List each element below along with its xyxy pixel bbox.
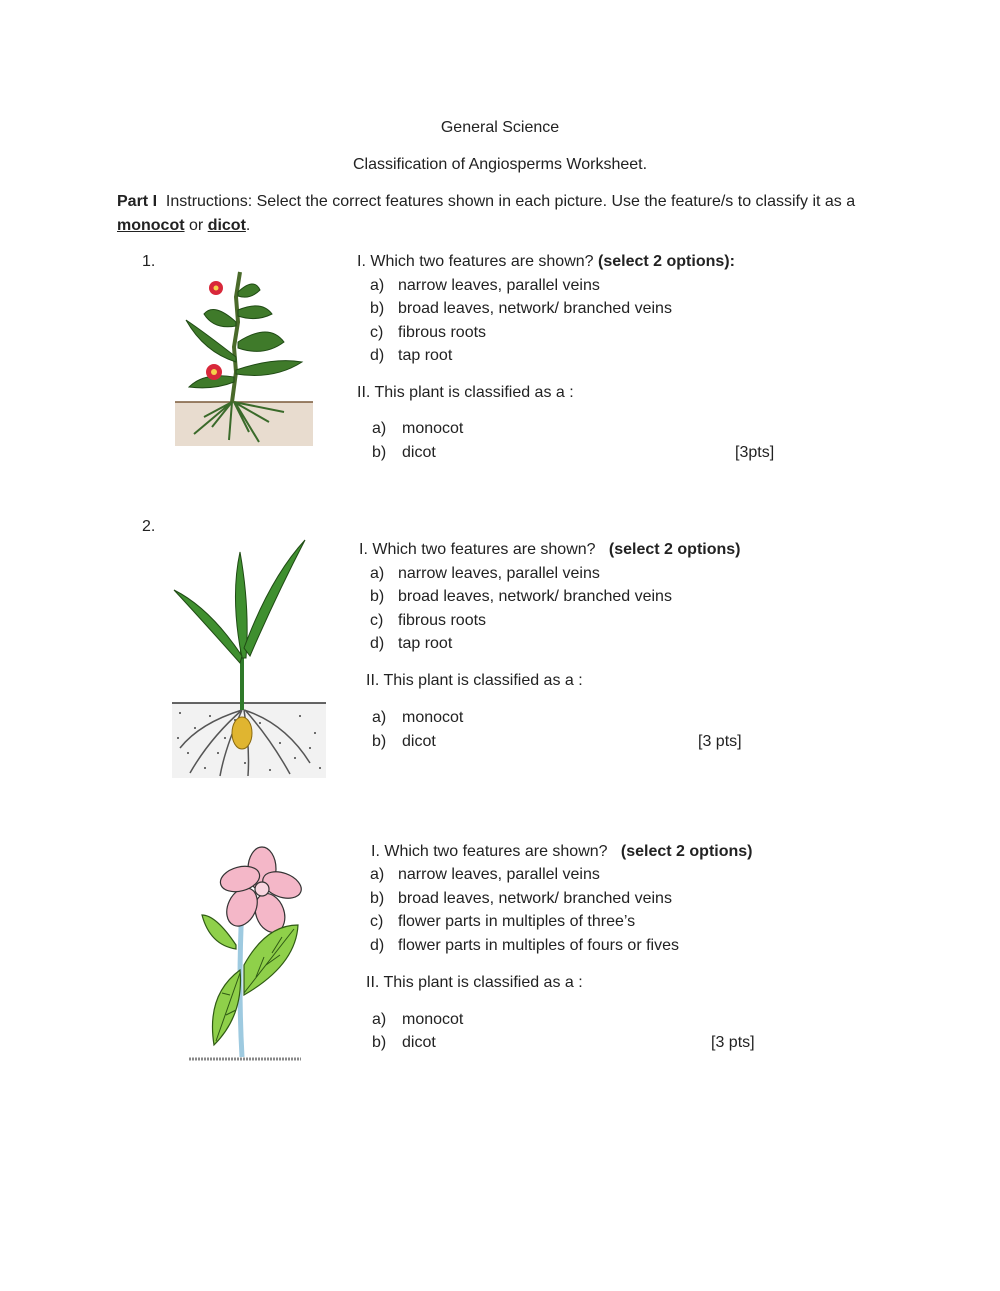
question-2-prompt: II. This plant is classified as a : [366,974,583,991]
question-number: 2. [142,518,156,535]
period: . [245,217,251,234]
option-a[interactable]: a) narrow leaves, parallel veins [370,866,600,883]
pink-flower [218,847,304,937]
keyword-or: or [189,217,204,234]
question-1-prompt [357,252,735,272]
prompt-text: I. Which two features are shown? [371,843,608,860]
classify-option-dicot[interactable]: b) dicot [372,733,436,750]
option-c[interactable]: c) fibrous roots [370,324,487,341]
classify-option-dicot[interactable]: b) dicot [372,1034,436,1051]
question-number: 1. [142,253,156,270]
seed [232,717,252,749]
keyword-dicot: dicot [207,217,246,234]
option-b[interactable]: b) broad leaves, network/ branched veins [370,890,672,907]
classify-option-monocot[interactable]: a) monocot [372,709,464,726]
option-a[interactable]: a) narrow leaves, parallel veins [370,565,600,582]
dicot-plant-illustration [174,262,314,448]
question-2-prompt: II. This plant is classified as a : [366,672,583,689]
question-2-prompt: II. This plant is classified as a : [357,384,574,401]
subject-title: General Science [440,119,560,136]
red-flowers [206,281,223,380]
instructions-text: Instructions: Select the correct features shown in each picture. Use the feature/s to classify it as a [165,193,856,210]
points-label: [3pts] [735,444,775,461]
option-d[interactable]: d) flower parts in multiples of fours or fives [370,937,679,954]
narrow-leaves [174,540,305,663]
instructions-line-2 [117,216,250,236]
prompt-text: I. Which two features are shown? [359,541,596,558]
question-1-prompt [359,540,740,560]
option-c[interactable]: c) fibrous roots [370,612,487,629]
option-b[interactable]: b) broad leaves, network/ branched veins [370,588,672,605]
option-a[interactable]: a) narrow leaves, parallel veins [370,277,600,294]
select-instruction: (select 2 options) [620,843,753,860]
select-instruction: (select 2 options): [598,253,735,270]
option-b[interactable]: b) broad leaves, network/ branched veins [370,300,672,317]
instructions-line-1 [117,192,855,212]
broad-leaves [202,915,298,1045]
points-label: [3 pts] [711,1034,755,1051]
part-label: Part I [117,193,158,210]
option-d[interactable]: d) tap root [370,347,453,364]
classify-option-dicot[interactable]: b) dicot [372,444,436,461]
leaves [186,284,302,388]
option-c[interactable]: c) flower parts in multiples of three’s [370,913,636,930]
option-d[interactable]: d) tap root [370,635,453,652]
classify-option-monocot[interactable]: a) monocot [372,1011,464,1028]
classify-option-monocot[interactable]: a) monocot [372,420,464,437]
points-label: [3 pts] [698,733,742,750]
select-instruction: (select 2 options) [608,541,741,558]
flower-plant-illustration [186,845,304,1065]
monocot-plant-illustration [170,538,328,780]
question-1-prompt [371,842,752,862]
prompt-text: I. Which two features are shown? [357,253,594,270]
worksheet-title: Classification of Angiosperms Worksheet. [352,156,648,173]
keyword-monocot: monocot [117,217,185,234]
